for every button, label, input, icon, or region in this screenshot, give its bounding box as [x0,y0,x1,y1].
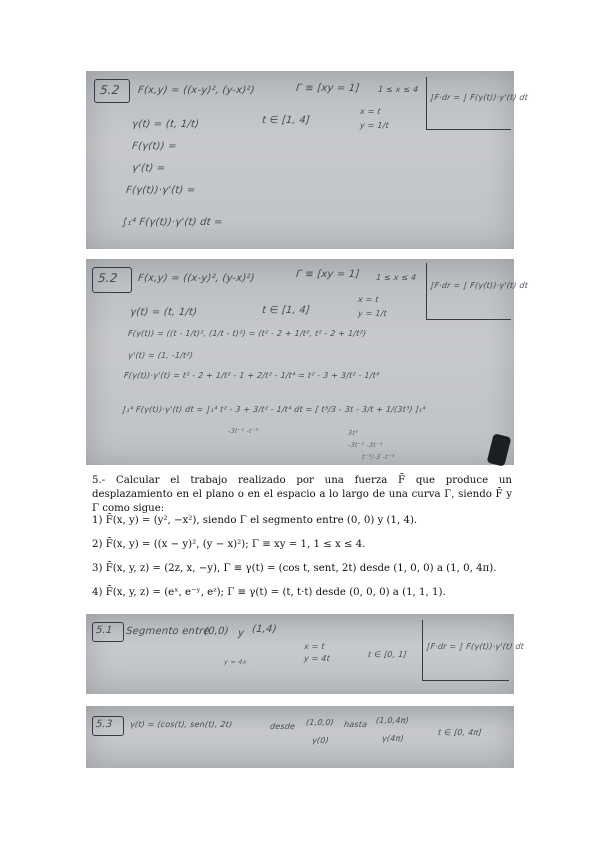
side-note: t⁻³/-3 -t⁻³ [361,453,395,461]
force-on-curve: F(γ(t)) = ((t - 1/t)², (1/t - t)²) = (t² - 2 + 1/t², t² - 2 + 1/t²) [127,329,367,338]
side-note: -3t⁻¹ -t⁻³ [227,427,259,435]
hasta-text: hasta [343,720,368,729]
whiteboard-photo-3 [86,614,525,694]
exercise-label: 5.1 [95,625,114,636]
dot-product: F(γ(t))·γ'(t) = t² - 2 + 1/t² - 1 + 2/t² - 1/t⁴ = t² - 3 + 3/t² - 1/t⁴ [123,371,380,380]
parametrization: γ(t) = (cos(t), sen(t), 2t) [129,720,233,729]
x-range: 1 ≤ x ≤ 4 [377,85,419,94]
exercise-label: 5.2 [97,271,119,285]
curve-derivative: γ'(t) = (1, -1/t²) [127,351,194,360]
integral-formula: ∫F·dr = ∫ F(γ(t))·γ'(t) dt [429,281,529,290]
curve-definition: Γ ≡ [xy = 1] [295,83,361,94]
parametrization: γ(t) = (t, 1/t) [129,307,198,318]
problem-statement [92,474,512,598]
marker-pen [487,433,512,466]
integral-formula-frame [426,77,511,130]
force-definition: F(x,y) = ((x-y)², (y-x)²) [137,85,256,96]
problem-heading: 5.- Calcular el trabajo realizado por una fuerza F̄ que produce un desplazamiento en el plano o en el espacio a lo largo de una curva Γ, siendo F̄ y Γ como sigue: [92,475,512,514]
integral-formula-frame [426,263,511,320]
curve-derivative: γ'(t) = [131,163,166,174]
exercise-label: 5.2 [99,83,121,97]
start-point: (1,0,0) [305,718,335,727]
desde-text: desde [269,722,296,731]
line-integral: ∫₁⁴ F(γ(t))·γ'(t) dt = ∫₁⁴ t² - 3 + 3/t² - 1/t⁴ dt = [ t³/3 - 3t - 3/t + 1/(3t³) ]₁⁴ [121,405,427,414]
problem-item-1: 1) F̄(x, y) = (y², −x²), siendo Γ el segmento entre (0, 0) y (1, 4). [92,515,418,526]
start-point: (0,0) [203,626,230,637]
curve-definition: Γ ≡ [xy = 1] [295,269,361,280]
parametrization: γ(t) = (t, 1/t) [131,119,200,130]
gamma-zero: γ(0) [311,736,330,745]
problem-item-4: 4) F̄(x, y, z) = (eˣ, e⁻ʸ, eᶻ); Γ ≡ γ(t) = (t, t·t) desde (0, 0, 0) a (1, 1, 1). [92,587,446,598]
exercise-label: 5.3 [95,719,114,730]
gamma-four-pi: γ(4π) [381,734,405,743]
parameter-range: t ∈ [0, 1] [367,650,408,659]
parameter-range: t ∈ [1, 4] [261,115,311,126]
system-x: x = t [359,107,382,116]
system-y: y = 1/t [357,309,388,318]
line-integral: ∫₁⁴ F(γ(t))·γ'(t) dt = [121,217,224,228]
end-point: (1,4) [251,624,278,635]
integral-formula: ∫F·dr = ∫ F(γ(t))·γ'(t) dt [429,93,529,102]
x-range: 1 ≤ x ≤ 4 [375,273,417,282]
problem-item-3: 3) F̄(x, y, z) = (2z, x, −y), Γ ≡ γ(t) = (cos t, sent, 2t) desde (1, 0, 0) a (1, 0, 4π). [92,563,497,574]
system-x: x = t [303,642,326,651]
system-x: x = t [357,295,380,304]
whiteboard-photo-4 [86,706,514,768]
parameter-range: t ∈ [0, 4π] [437,728,483,737]
system-y: y = 1/t [359,121,390,130]
system-y: y = 4t [303,654,331,663]
side-note: -3t⁻¹ -3t⁻³ [347,441,383,449]
problem-item-2: 2) F̄(x, y) = ((x − y)², (y − x)²); Γ ≡ xy = 1, 1 ≤ x ≤ 4. [92,539,366,550]
end-point: (1,0,4π) [375,716,410,725]
segment-text: Segmento entre [125,626,211,637]
dot-product: F(γ(t))·γ'(t) = [125,185,196,196]
conjunction: y [237,628,245,639]
parameter-range: t ∈ [1, 4] [261,305,311,316]
whiteboard-photo-2 [86,259,529,465]
force-definition: F(x,y) = ((x-y)², (y-x)²) [137,273,256,284]
force-on-curve: F(γ(t)) = [131,141,178,152]
side-note: 3t³ [347,429,359,437]
whiteboard-photo-1 [86,71,529,249]
integral-formula: ∫F·dr = ∫ F(γ(t))·γ'(t) dt [425,642,525,651]
line-equation: y = 4x [223,658,248,666]
